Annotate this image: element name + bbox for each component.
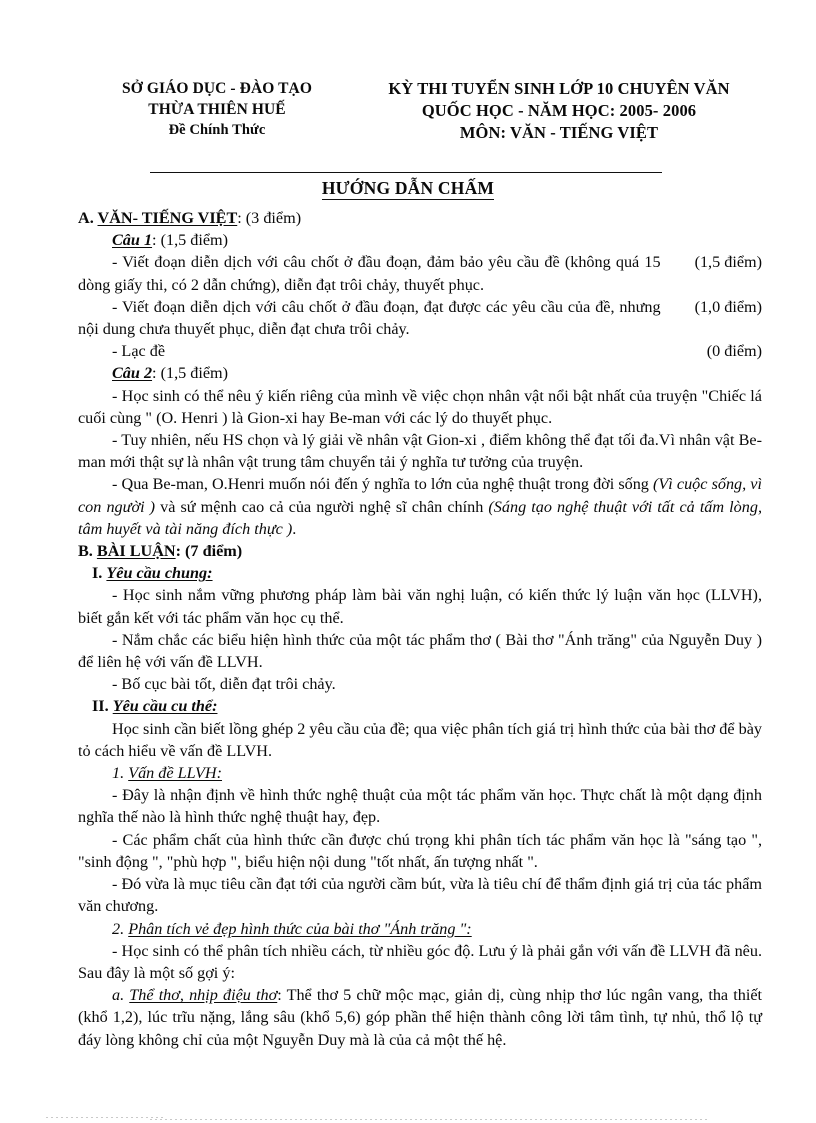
header-right-block [356, 78, 762, 144]
cau1-bullet-2-text: - Viết đoạn diễn dịch với câu chốt ở đầu đoạn, đạt được các yêu cầu của đề, nhưng nội dung chưa thuyết phục, diễn đạt chưa trôi chảy. [78, 297, 661, 339]
cau2-bullet-3 [78, 473, 762, 540]
cau1-bullet-3 [78, 340, 762, 362]
issuing-authority-line1: SỞ GIÁO DỤC - ĐÀO TẠO [122, 80, 312, 97]
header-divider-rule [150, 172, 662, 173]
cau1-bullet-1 [78, 251, 762, 295]
cau1-bullet-2 [78, 296, 762, 340]
exam-name-line1: KỲ THI TUYỂN SINH LỚP 10 CHUYÊN VĂN [388, 79, 730, 98]
cau1-points: : (1,5 điểm) [152, 231, 229, 250]
roman-i-title: Yêu cầu chung: [106, 564, 213, 583]
sub1-heading [78, 762, 762, 784]
section-b-heading [78, 540, 762, 562]
cau2-bullet-3-part-c: . [292, 519, 297, 538]
sub2-number: 2. [112, 919, 125, 938]
roman-ii-heading [78, 695, 762, 717]
cau1-heading [78, 229, 762, 251]
exam-subject-line: MÔN: VĂN - TIẾNG VIỆT [459, 123, 659, 142]
roman-ii-numeral: II. [92, 697, 109, 716]
sub2-heading [78, 918, 762, 940]
page-title-text: HƯỚNG DẪN CHẤM [321, 178, 495, 198]
roman-ii-title: Yêu cầu cu thể: [112, 697, 218, 716]
document-body [78, 207, 762, 1051]
exam-name-line2: QUỐC HỌC - NĂM HỌC: 2005- 2006 [421, 101, 697, 120]
scan-artifact-left [46, 1117, 164, 1118]
sub-a-paragraph [78, 984, 762, 1051]
sub1-bullet-3: - Đó vừa là mục tiêu cần đạt tới của người cầm bút, vừa là tiêu chí để thẩm định giá trị của tác phẩm văn chương. [78, 875, 762, 916]
cau2-heading [78, 362, 762, 384]
cau2-bullet-2: - Tuy nhiên, nếu HS chọn và lý giải về nhân vật Gion-xi , điểm không thể đạt tối đa.Vì nhân vật Be-man mới thật sự là nhân vật trung tâm chuyển tải ý nghĩa tư tưởng của truyện. [78, 431, 762, 472]
cau2-label: Câu 2 [112, 364, 153, 383]
cau2-bullet-3-part-b: và sứ mệnh cao cả của người nghệ sĩ chân chính [155, 497, 489, 516]
document-header [78, 78, 762, 144]
sub-a-letter: a. [112, 986, 125, 1005]
roman-i-bullet-1: - Học sinh nắm vững phương pháp làm bài văn nghị luận, có kiến thức lý luận văn học (LLVH), biết gắn kết với tác phẩm văn học cụ thể. [78, 586, 762, 627]
roman-ii-intro: Học sinh cần biết lồng ghép 2 yêu cầu của đề; qua việc phân tích giá trị hình thức của bài thơ để bày tỏ cách hiểu về vấn đề LLVH. [78, 719, 762, 760]
section-a-heading [78, 207, 762, 229]
issuing-authority-line2: THỪA THIÊN HUẾ [148, 101, 286, 118]
roman-i-numeral: I. [92, 564, 103, 583]
section-b-title: BÀI LUẬN [96, 542, 176, 561]
section-b-letter: B. [78, 542, 93, 561]
exam-official-label: Đề Chính Thức [168, 122, 266, 138]
cau2-quote-2: (Sáng tạo nghệ thuật với tất cả tấm lòng, tâm huyết và tài năng đích thực ) [78, 497, 762, 538]
page-title [0, 178, 816, 199]
section-a-title: VĂN- TIẾNG VIỆT [97, 209, 238, 227]
header-left-block [78, 78, 356, 141]
sub1-number: 1. [112, 764, 125, 783]
cau1-score-1: (1,5 điểm) [694, 253, 762, 272]
sub-a-title: Thể thơ, nhịp điệu thơ [129, 986, 278, 1005]
cau2-bullet-3-part-a: - Qua Be-man, O.Henri muốn nói đến ý nghĩa to lớn của nghệ thuật trong đời sống [112, 475, 654, 494]
sub2-title: Phân tích vẻ đẹp hình thức của bài thơ "Ánh trăng ": [128, 919, 472, 938]
section-b-points: : (7 điểm) [175, 542, 243, 561]
cau1-score-2: (1,0 điểm) [694, 297, 762, 316]
sub2-bullet-1: - Học sinh có thể phân tích nhiều cách, từ nhiều góc độ. Lưu ý là phải gắn với vấn đề LLVH đã nêu. Sau đây là một số gợi ý: [78, 941, 762, 982]
cau2-points: : (1,5 điểm) [152, 364, 229, 383]
cau1-bullet-1-text: - Viết đoạn diễn dịch với câu chốt ở đầu đoạn, đảm bảo yêu cầu đề (không quá 15 dòng giấy thi, có 2 dẫn chứng), diễn đạt trôi chảy, thuyết phục. [78, 253, 661, 294]
roman-i-bullet-3: - Bố cục bài tốt, diễn đạt trôi chảy. [112, 675, 336, 694]
roman-i-bullet-2: - Nắm chắc các biểu hiện hình thức của một tác phẩm thơ ( Bài thơ "Ánh trăng" của Nguyễn Duy ) để liên hệ với vấn đề LLVH. [78, 630, 762, 672]
scan-artifact-right [150, 1119, 710, 1120]
cau1-bullet-3-text: - Lạc đề [112, 342, 166, 361]
section-a-points: : (3 điểm) [237, 209, 302, 227]
sub1-title: Vấn đề LLVH: [128, 764, 223, 783]
sub1-bullet-1: - Đây là nhận định về hình thức nghệ thuật của một tác phẩm văn học. Thực chất là một dạng định nghĩa thế nào là hình thức nghệ thuật hay, đẹp. [78, 786, 762, 827]
sub1-bullet-2: - Các phẩm chất của hình thức cần được chú trọng khi phân tích tác phẩm văn học là "sáng tạo ", "sinh động ", "phù hợp ", biểu hiện nội dung "tốt nhất, ấn tượng nhất ". [78, 830, 762, 871]
roman-i-heading [78, 562, 762, 584]
cau1-score-3: (0 điểm) [706, 342, 762, 361]
cau1-label: Câu 1 [112, 231, 153, 250]
sub-a-body: : Thể thơ 5 chữ mộc mạc, giản dị, cùng nhịp thơ lúc ngân vang, tha thiết (khổ 1,2), lúc trĩu nặng, lắng sâu (khổ 5,6) góp phần thể hiện thành công lời tâm tình, tự nhủ, thổ lộ tự đáy lòng không chỉ của một Nguyễn Duy mà là của cả một thế hệ. [78, 986, 763, 1049]
cau2-bullet-1: - Học sinh có thể nêu ý kiến riêng của mình về việc chọn nhân vật nổi bật nhất của truyện "Chiếc lá cuối cùng " (O. Henri ) là Gion-xi hay Be-man với các lý do thuyết phục. [78, 386, 762, 427]
cau2-quote-1: (Vì cuộc sống, vì con người ) [78, 475, 762, 516]
section-a-letter: A. [78, 209, 94, 227]
